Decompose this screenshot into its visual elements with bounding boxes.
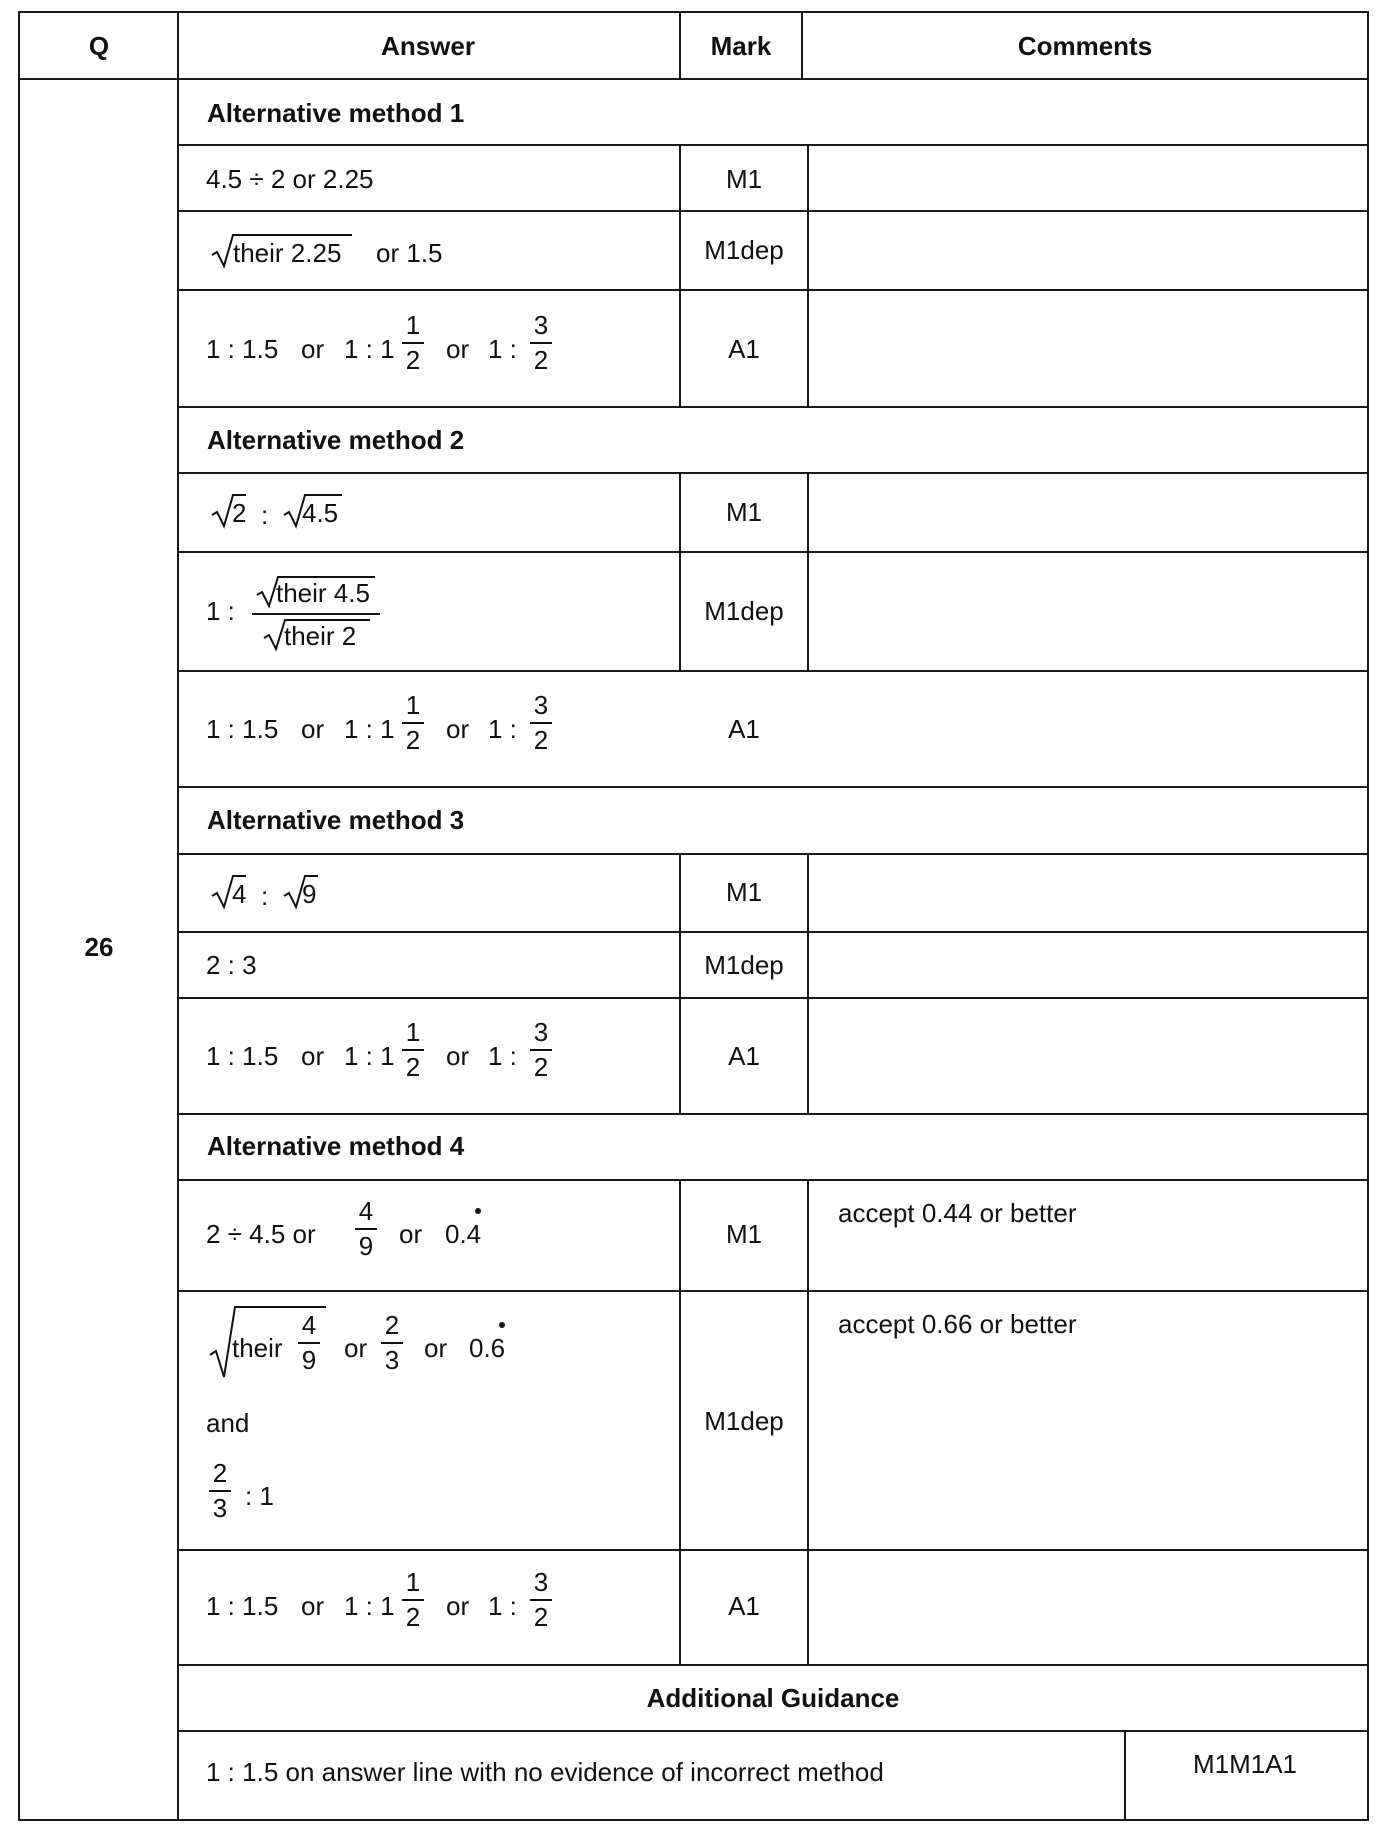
or-word: or	[446, 334, 470, 364]
question-number: 26	[84, 932, 114, 962]
row-divider	[177, 1730, 1369, 1732]
ratio-decimal: 1 : 1.5	[206, 334, 279, 364]
fraction-bar	[252, 613, 380, 615]
and-word: and	[206, 1408, 250, 1438]
or-word: or	[424, 1333, 448, 1363]
answer-mark-divider	[679, 145, 681, 407]
or-word: or	[446, 1041, 470, 1071]
row-divider	[177, 144, 1369, 146]
additional-guidance-text: 1 : 1.5 on answer line with no evidence of incorrect method	[206, 1757, 884, 1787]
row-divider	[177, 406, 1369, 408]
ratio-improper-lead: 1 :	[488, 1591, 517, 1621]
division-lead: 2 ÷ 4.5 or	[206, 1219, 316, 1249]
or-word: or	[399, 1219, 423, 1249]
ratio-decimal: 1 : 1.5	[206, 1041, 279, 1071]
fraction-three-halves: 3 2	[530, 1018, 552, 1081]
method-3-step-1-mark: M1	[725, 877, 763, 907]
fraction-one-half: 1 2	[402, 1568, 424, 1631]
fraction-four-ninths: 4 9	[355, 1197, 377, 1260]
row-divider	[177, 1113, 1369, 1115]
method-2-step-1-mark: M1	[725, 497, 763, 527]
method-4-step-1-mark: M1	[725, 1219, 763, 1249]
row-divider	[177, 472, 1369, 474]
answer-mark-divider	[679, 551, 681, 671]
mark-comments-divider	[807, 145, 809, 407]
row-divider	[177, 786, 1369, 788]
ratio-lead: 1 :	[206, 596, 235, 626]
row-divider	[177, 1664, 1369, 1666]
mark-comments-divider-header	[801, 11, 803, 79]
guidance-mark-divider	[1124, 1731, 1126, 1821]
method-4-title: Alternative method 4	[207, 1131, 465, 1161]
row-divider	[177, 997, 1369, 999]
ratio-mixed-lead: 1 : 1	[344, 714, 395, 744]
method-1-step-1: 4.5 ÷ 2 or 2.25	[206, 164, 374, 194]
ratio-decimal: 1 : 1.5	[206, 1591, 279, 1621]
method-3-step-3-mark: A1	[728, 1041, 760, 1071]
their-word: their	[232, 1333, 283, 1363]
method-2-step-3-mark: A1	[728, 714, 760, 744]
fraction-three-halves: 3 2	[530, 691, 552, 754]
or-word: or	[301, 334, 325, 364]
or-word: or	[446, 714, 470, 744]
method-4-step-2-mark: M1dep	[704, 1406, 784, 1436]
header-answer: Answer	[381, 31, 475, 61]
fraction-four-ninths: 4 9	[298, 1311, 320, 1374]
header-divider	[18, 78, 1369, 80]
additional-guidance-mark: M1M1A1	[1192, 1749, 1298, 1779]
ratio-decimal: 1 : 1.5	[206, 714, 279, 744]
radicand-a: 2	[232, 498, 247, 528]
mark-comments-divider	[807, 1179, 809, 1665]
method-2-title: Alternative method 2	[207, 425, 465, 455]
ratio-improper-lead: 1 :	[488, 1041, 517, 1071]
row-divider	[177, 1179, 1369, 1181]
denominator-radicand: their 2	[284, 621, 357, 651]
method-3-step-2-mark: M1dep	[704, 950, 784, 980]
recurring-dot	[499, 1322, 505, 1328]
or-word: or	[301, 1591, 325, 1621]
or-word: or	[301, 1041, 325, 1071]
answer-mark-divider	[679, 1179, 681, 1665]
table-border-top	[20, 11, 1369, 13]
row-divider	[177, 670, 1369, 672]
radicand-b: 4.5	[302, 498, 339, 528]
numerator-radicand: their 4.5	[276, 578, 370, 608]
fraction-one-half: 1 2	[402, 691, 424, 754]
fraction-three-halves: 3 2	[530, 1568, 552, 1631]
mark-comments-divider	[807, 853, 809, 1113]
header-mark: Mark	[710, 31, 772, 61]
ratio-mixed-lead: 1 : 1	[344, 334, 395, 364]
mark-comments-divider	[807, 473, 809, 671]
recurring-dot	[475, 1208, 481, 1214]
method-2-step-2-mark: M1dep	[704, 596, 784, 626]
answer-mark-divider	[679, 853, 681, 1113]
method-3-step-2: 2 : 3	[206, 950, 257, 980]
fraction-two-thirds: 2 3	[209, 1459, 231, 1522]
fraction-two-thirds: 2 3	[381, 1311, 403, 1374]
or-word: or	[301, 714, 325, 744]
row-divider	[177, 1290, 1369, 1292]
table-border-left	[18, 11, 20, 1821]
method-1-radicand: their 2.25	[233, 238, 342, 268]
additional-guidance-title: Additional Guidance	[646, 1683, 900, 1713]
colon: :	[261, 500, 269, 530]
answer-mark-divider-header	[679, 11, 681, 79]
method-1-step-2-mark: M1dep	[704, 235, 784, 265]
ratio-mixed-lead: 1 : 1	[344, 1591, 395, 1621]
ratio-improper-lead: 1 :	[488, 334, 517, 364]
colon: :	[261, 881, 269, 911]
table-border-bottom	[18, 1819, 1369, 1821]
header-q: Q	[88, 31, 110, 61]
method-4-step-1-comment: accept 0.44 or better	[838, 1198, 1077, 1228]
ratio-improper-lead: 1 :	[488, 714, 517, 744]
fraction-three-halves: 3 2	[530, 311, 552, 374]
method-1-step-2-tail: or 1.5	[376, 238, 443, 268]
or-word: or	[344, 1333, 368, 1363]
row-divider	[177, 210, 1369, 212]
radicand-a: 4	[232, 879, 247, 909]
fraction-one-half: 1 2	[402, 1018, 424, 1081]
fraction-one-half: 1 2	[402, 311, 424, 374]
row-divider	[177, 853, 1369, 855]
row-divider	[177, 931, 1369, 933]
colon-one: : 1	[245, 1481, 274, 1511]
radicand-b: 9	[302, 879, 317, 909]
method-1-step-3-mark: A1	[728, 334, 760, 364]
method-1-title: Alternative method 1	[207, 98, 465, 128]
row-divider	[177, 1549, 1369, 1551]
method-4-step-2-comment: accept 0.66 or better	[838, 1309, 1077, 1339]
method-4-step-3-mark: A1	[728, 1591, 760, 1621]
header-comments: Comments	[1017, 31, 1153, 61]
recurring-decimal: 0.4	[445, 1219, 482, 1249]
or-word: or	[446, 1591, 470, 1621]
method-3-title: Alternative method 3	[207, 805, 465, 835]
row-divider	[177, 289, 1369, 291]
recurring-decimal: 0.6	[469, 1333, 506, 1363]
method-1-step-1-mark: M1	[725, 164, 763, 194]
ratio-mixed-lead: 1 : 1	[344, 1041, 395, 1071]
row-divider	[177, 551, 1369, 553]
